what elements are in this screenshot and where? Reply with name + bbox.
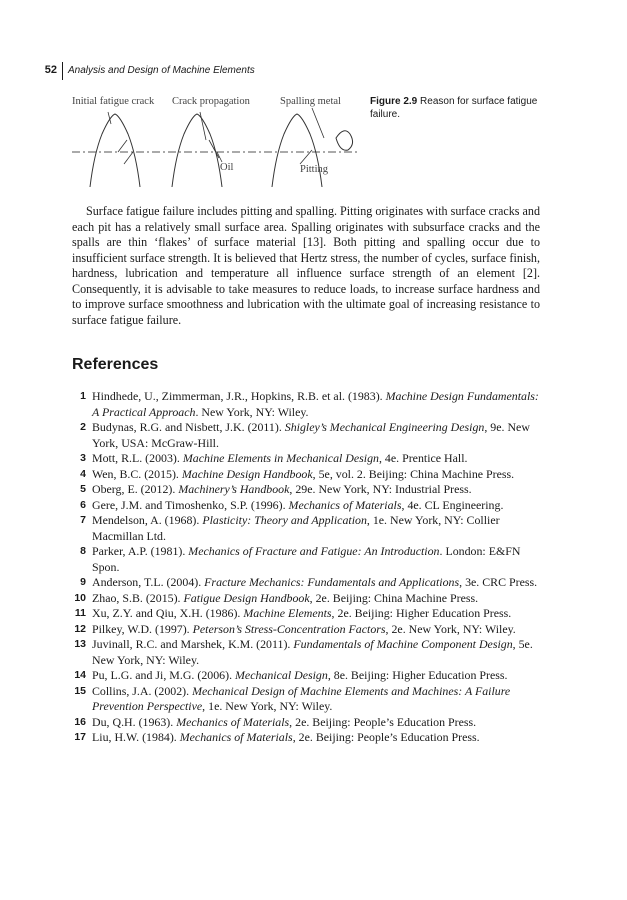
- reference-number: 13: [74, 638, 86, 650]
- reference-title: Fracture Mechanics: Fundamentals and Applications: [204, 575, 460, 589]
- reference-publisher: , 1e. New York, NY: Collier Macmillan Ltd.: [92, 513, 500, 543]
- running-title: Analysis and Design of Machine Elements: [68, 65, 255, 76]
- reference-number: 11: [74, 607, 86, 619]
- reference-number: 6: [80, 498, 86, 511]
- reference-number: 9: [80, 576, 86, 588]
- page-number: 52: [44, 64, 57, 76]
- reference-title: Fatigue Design Handbook: [183, 590, 310, 605]
- reference-authors: Anderson, T.L. (2004).: [92, 575, 205, 589]
- references-list: [72, 389, 542, 746]
- reference-item: [72, 730, 542, 746]
- reference-title: Mechanics of Materials: [288, 497, 402, 512]
- label-crack-propagation: Crack propagation: [172, 96, 250, 107]
- reference-number: 15: [74, 684, 86, 697]
- reference-publisher: , 2e. Beijing: China Machine Press.: [309, 590, 479, 605]
- reference-authors: Liu, H.W. (1984).: [92, 730, 180, 744]
- header-divider: [62, 62, 63, 80]
- reference-item: [72, 482, 542, 498]
- reference-authors: Gere, J.M. and Timoshenko, S.P. (1996).: [92, 497, 289, 512]
- reference-number: 4: [80, 467, 86, 480]
- reference-authors: Budynas, R.G. and Nisbett, J.K. (2011).: [92, 420, 285, 434]
- reference-authors: Hindhede, U., Zimmerman, J.R., Hopkins, R.B. et al. (1983).: [92, 389, 386, 403]
- reference-publisher: , 2e. Beijing: Higher Education Press.: [331, 606, 512, 620]
- reference-title: Mechanical Design of Machine Elements and Machines: A Failure Prevention Perspective: [92, 683, 511, 713]
- reference-title: Machine Design Handbook: [181, 466, 313, 481]
- reference-publisher: , 2e. New York, NY: Wiley.: [385, 621, 516, 636]
- reference-item: [72, 591, 542, 607]
- reference-number: 16: [74, 715, 86, 728]
- reference-number: 12: [74, 622, 86, 635]
- reference-publisher: , 9e. New York, USA: McGraw-Hill.: [92, 420, 530, 450]
- reference-title: Machine Elements in Mechanical Design: [182, 451, 379, 465]
- reference-title: Machine Design Fundamentals: A Practical Approach: [92, 389, 539, 419]
- reference-authors: Pilkey, W.D. (1997).: [92, 621, 193, 636]
- reference-item: [72, 637, 542, 668]
- reference-publisher: , 1e. New York, NY: Wiley.: [202, 699, 333, 713]
- reference-number: 7: [80, 514, 86, 526]
- label-initial-crack: Initial fatigue crack: [72, 96, 155, 107]
- reference-publisher: , 5e, vol. 2. Beijing: China Machine Press.: [312, 466, 515, 481]
- references-heading: References: [72, 356, 159, 373]
- reference-authors: Mott, R.L. (2003).: [92, 451, 183, 465]
- reference-authors: Collins, J.A. (2002).: [92, 683, 193, 698]
- reference-title: Mechanics of Fracture and Fatigue: An Introduction: [188, 544, 440, 558]
- reference-number: 1: [80, 390, 86, 402]
- reference-item: [72, 467, 542, 483]
- running-header: [30, 62, 590, 82]
- reference-number: 14: [74, 669, 86, 681]
- reference-publisher: . New York, NY: Wiley.: [195, 404, 309, 419]
- reference-publisher: , 2e. Beijing: People’s Education Press.: [289, 714, 477, 729]
- reference-publisher: , 8e. Beijing: Higher Education Press.: [327, 668, 508, 682]
- reference-item: [72, 575, 542, 591]
- figure-caption-label: Figure 2.9: [370, 96, 418, 107]
- reference-authors: Xu, Z.Y. and Qiu, X.H. (1986).: [92, 606, 244, 620]
- reference-publisher: , 4e. CL Engineering.: [401, 497, 504, 512]
- figure-caption-text: Reason for surface fatigue failure.: [370, 96, 538, 120]
- reference-number: 2: [80, 421, 86, 433]
- reference-authors: Wen, B.C. (2015).: [92, 466, 182, 481]
- reference-title: Plasticity: Theory and Application: [202, 513, 367, 527]
- reference-title: Shigley’s Mechanical Engineering Design: [284, 420, 485, 434]
- reference-publisher: , 3e. CRC Press.: [459, 575, 538, 589]
- reference-number: 17: [74, 731, 86, 743]
- body-paragraph: Surface fatigue failure includes pitting and spalling. Pitting originates with surface cracks and each pit has a relatively small surface area. Spalling originates with subsurface cracks and the spalls are thin ‘flakes’ of surface material [13]. Both pitting and spalling occur due to insufficient surface strength. It is believed that Hertz stress, the number of cycles, surface finish, hardness, lubrication and temperature all influence surface strength of an element [2]. Consequently, it is advisable to take measures to reduce loads, to increase surface hardness and to improve surface smoothness and lubrication with the ultimate goal of increasing resistance to surface fatigue failure.: [72, 204, 540, 327]
- reference-title: Peterson’s Stress-Concentration Factors: [192, 621, 386, 636]
- reference-item: [72, 622, 542, 638]
- reference-publisher: , 29e. New York, NY: Industrial Press.: [289, 482, 472, 496]
- reference-number: 10: [74, 591, 86, 604]
- reference-title: Mechanical Design: [235, 668, 328, 682]
- reference-item: [72, 668, 542, 684]
- reference-authors: Du, Q.H. (1963).: [92, 714, 177, 729]
- label-pitting: Pitting: [300, 164, 329, 175]
- reference-item: [72, 715, 542, 731]
- reference-item: [72, 684, 542, 715]
- reference-item: [72, 451, 542, 467]
- reference-item: [72, 498, 542, 514]
- reference-number: 5: [80, 483, 86, 495]
- label-spalling-metal: Spalling metal: [280, 96, 341, 107]
- reference-authors: Mendelson, A. (1968).: [92, 513, 203, 527]
- reference-title: Mechanics of Materials: [176, 714, 290, 729]
- reference-item: [72, 513, 542, 544]
- figure-surface-fatigue: [72, 94, 372, 189]
- figure-caption: [370, 95, 550, 121]
- reference-number: 8: [80, 545, 86, 557]
- label-oil: Oil: [220, 162, 234, 173]
- reference-item: [72, 389, 542, 420]
- reference-publisher: . London: E&FN Spon.: [92, 544, 521, 574]
- reference-authors: Pu, L.G. and Ji, M.G. (2006).: [92, 668, 236, 682]
- reference-publisher: , 5e. New York, NY: Wiley.: [92, 637, 533, 667]
- reference-number: 3: [80, 452, 86, 464]
- reference-authors: Juvinall, R.C. and Marshek, K.M. (2011).: [92, 637, 294, 651]
- reference-item: [72, 420, 542, 451]
- reference-authors: Parker, A.P. (1981).: [92, 544, 189, 558]
- reference-authors: Oberg, E. (2012).: [92, 482, 179, 496]
- reference-publisher: , 4e. Prentice Hall.: [378, 451, 468, 465]
- reference-title: Machine Elements: [243, 606, 332, 620]
- reference-title: Mechanics of Materials: [179, 730, 293, 744]
- reference-publisher: , 2e. Beijing: People’s Education Press.: [292, 730, 480, 744]
- reference-title: Machinery’s Handbook: [178, 482, 290, 496]
- reference-title: Fundamentals of Machine Component Design: [293, 637, 513, 651]
- reference-authors: Zhao, S.B. (2015).: [92, 590, 184, 605]
- reference-item: [72, 606, 542, 622]
- reference-item: [72, 544, 542, 575]
